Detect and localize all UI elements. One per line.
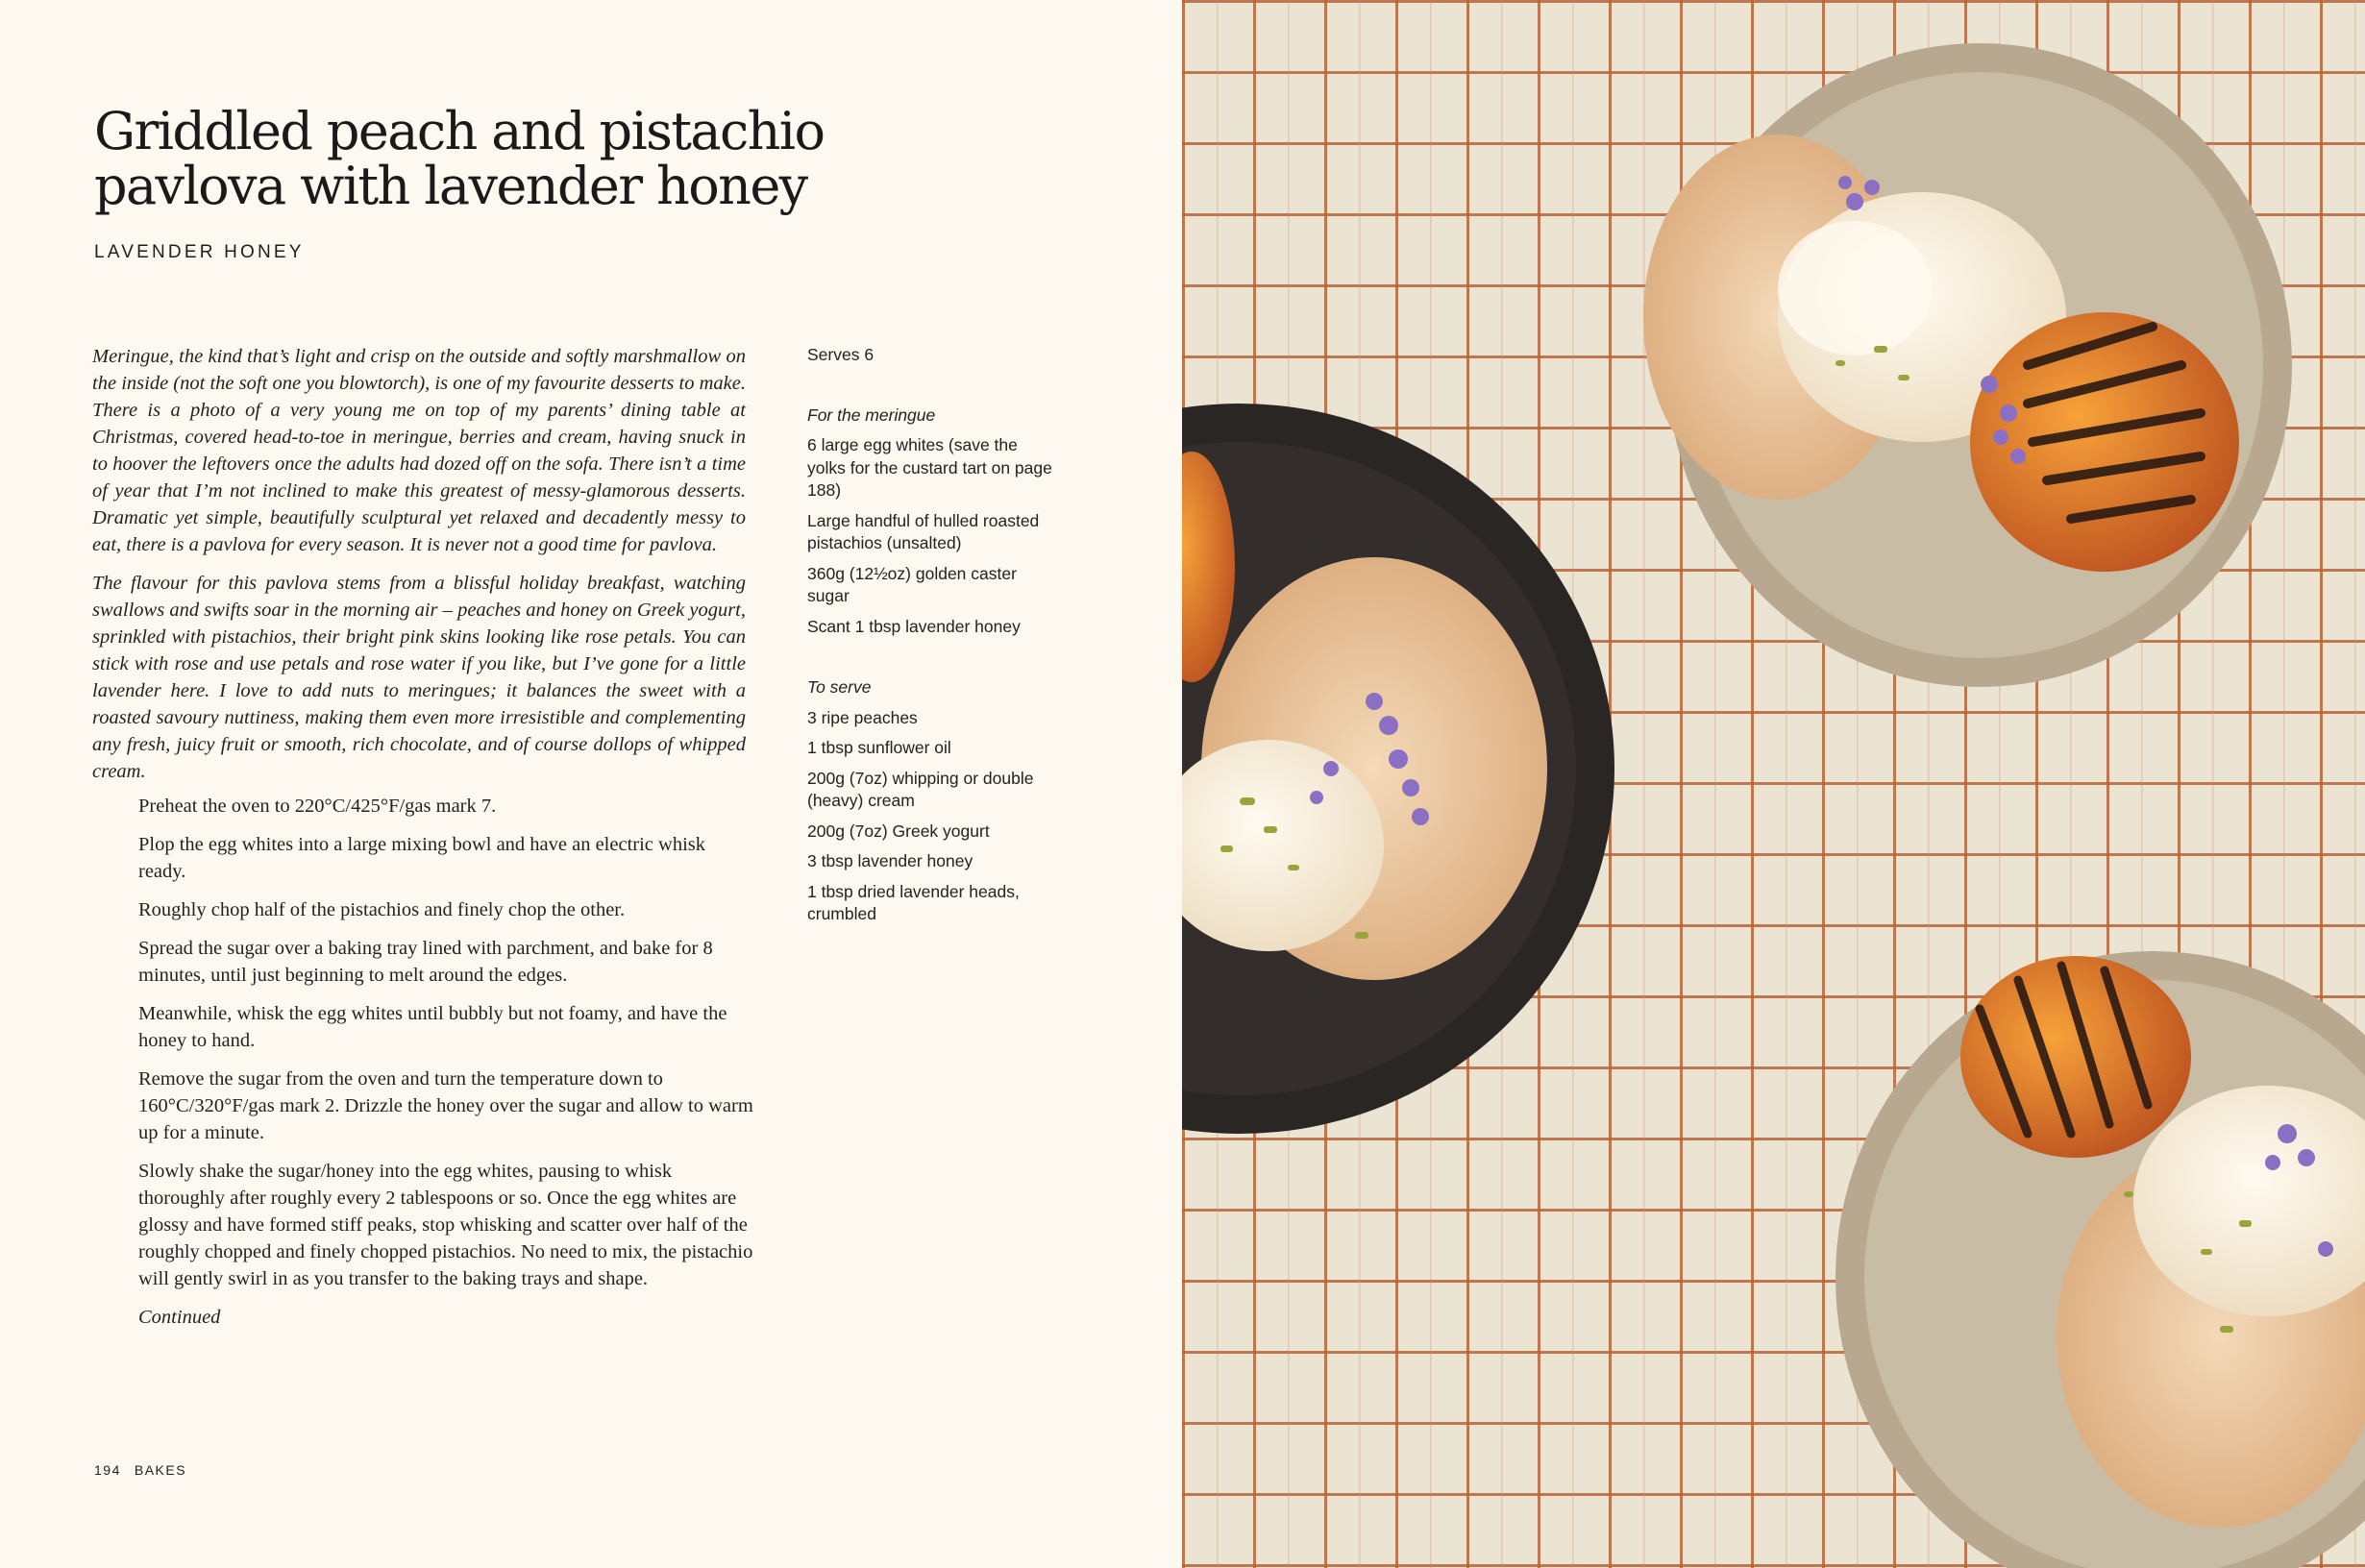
ingredient-item: 200g (7oz) whipping or double (heavy) cream xyxy=(807,768,1034,810)
recipe-title: Griddled peach and pistachio pavlova with lavender honey xyxy=(94,101,825,216)
ingredient-item: 1 tbsp sunflower oil xyxy=(807,738,951,757)
intro-text xyxy=(92,343,746,796)
method-step: Spread the sugar over a baking tray lined with parchment, and bake for 8 minutes, until just beginning to melt around the edges. xyxy=(138,938,713,986)
ingredient-item: 3 tbsp lavender honey xyxy=(807,851,973,870)
continued-note: Continued xyxy=(138,1307,221,1328)
ingredient-item: Scant 1 tbsp lavender honey xyxy=(807,616,1021,636)
method-step: Preheat the oven to 220°C/425°F/gas mark 7. xyxy=(138,796,497,817)
recipe-subtitle: LAVENDER HONEY xyxy=(94,242,305,262)
serve-ingredient-list xyxy=(807,707,1057,926)
ingredient-item: 6 large egg whites (save the yolks for the custard tart on page 188) xyxy=(807,435,1052,500)
method-step: Meanwhile, whisk the egg whites until bubbly but not foamy, and have the honey to hand. xyxy=(138,1003,727,1051)
method-steps xyxy=(138,793,753,1342)
serves-count: Serves 6 xyxy=(807,345,875,364)
intro-paragraph: The flavour for this pavlova stems from a blissful holiday breakfast, watching swallows and swifts soar in the morning air – peaches and honey on Greek yogurt, sprinkled with pistachios, their bright pink skins looking like rose petals. You can stick with rose and use petals and rose water if you like, but I’ve gone for a little lavender here. I love to add nuts to meringues; it balances the sweet with a roasted savoury nuttiness, making them even more irresistible and complementing any fresh, juicy fruit or smooth, rich chocolate, and of course dollops of whipped cream. xyxy=(92,573,746,782)
ingredient-item: 360g (12½oz) golden caster sugar xyxy=(807,563,1017,605)
method-step: Slowly shake the sugar/honey into the egg whites, pausing to whisk thoroughly after roughly every 2 tablespoons or so. Once the egg whites are glossy and have formed stiff peaks, stop whisking and scatter over half of the roughly chopped and finely chopped pistachios. No need to mix, the pistachio will gently swirl in as you transfer to the baking trays and shape. xyxy=(138,1161,753,1289)
page-footer xyxy=(94,1462,186,1478)
page-number: 194 xyxy=(94,1462,121,1478)
recipe-page xyxy=(0,0,1182,1568)
method-step: Remove the sugar from the oven and turn the temperature down to 160°C/320°F/gas mark 2. Drizzle the honey over the sugar and allow to warm up for a minute. xyxy=(138,1068,753,1143)
ingredients-panel xyxy=(807,344,1057,934)
meringue-ingredient-list xyxy=(807,434,1057,638)
ingredient-item: 1 tbsp dried lavender heads, crumbled xyxy=(807,881,1020,923)
ingredient-item: 3 ripe peaches xyxy=(807,707,918,727)
pavlova-photo xyxy=(1182,0,2365,1568)
method-step: Roughly chop half of the pistachios and finely chop the other. xyxy=(138,899,626,920)
serve-heading: To serve xyxy=(807,677,872,697)
method-step: Plop the egg whites into a large mixing bowl and have an electric whisk ready. xyxy=(138,834,705,882)
section-name: BAKES xyxy=(134,1462,187,1478)
intro-paragraph: Meringue, the kind that’s light and crisp on the outside and softly marshmallow on the inside (not the soft one you blowtorch), is one of my favourite desserts to make. There is a photo of a very young me on top of my parents’ dining table at Christmas, covered head-to-toe in meringue, berries and cream, having snuck in to hoover the leftovers once the adults had dozed off on the sofa. There isn’t a time of year that I’m not inclined to make this greatest of messy-glamorous desserts. Dramatic yet simple, beautifully sculptural yet relaxed and decadently messy to eat, there is a pavlova for every season. It is never not a good time for pavlova. xyxy=(92,346,746,555)
ingredient-item: 200g (7oz) Greek yogurt xyxy=(807,821,990,841)
meringue-heading: For the meringue xyxy=(807,404,936,425)
ingredient-item: Large handful of hulled roasted pistachios (unsalted) xyxy=(807,510,1040,552)
